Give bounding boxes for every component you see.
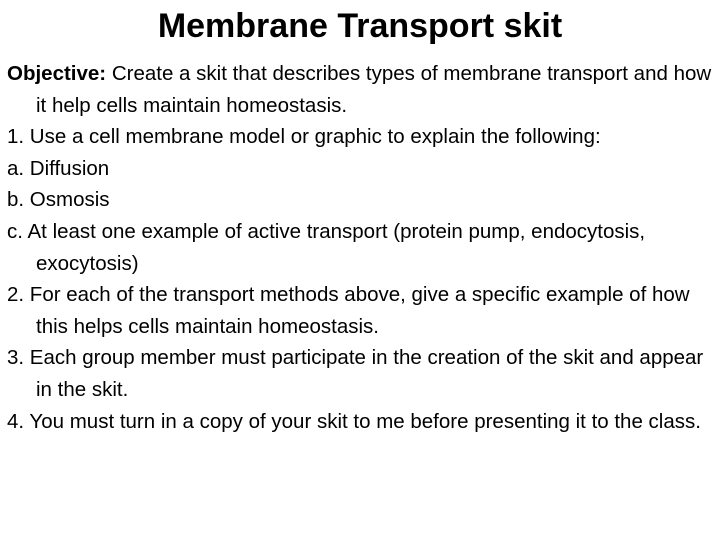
instruction-item-1: 1. Use a cell membrane model or graphic to explain the following: — [7, 125, 601, 149]
instruction-item-a: a. Diffusion — [7, 156, 110, 180]
instruction-item-2: 2. For each of the transport methods above, give a specific example of how this helps cells maintain homeostasis. — [7, 283, 690, 338]
instruction-item-4: 4. You must turn in a copy of your skit to me before presenting it to the class. — [7, 409, 701, 433]
instruction-item-3: 3. Each group member must participate in the creation of the skit and appear in the skit. — [7, 346, 704, 401]
instruction-item-b: b. Osmosis — [7, 188, 110, 212]
objective-paragraph — [7, 58, 713, 121]
objective-text: Create a skit that describes types of membrane transport and how it help cells maintain homeostasis. — [36, 62, 712, 117]
instruction-item-c: c. At least one example of active transport (protein pump, endocytosis, exocytosis) — [7, 219, 646, 275]
objective-label: Objective: — [7, 62, 107, 85]
slide-body — [7, 58, 713, 437]
slide-title: Membrane Transport skit — [157, 7, 563, 45]
